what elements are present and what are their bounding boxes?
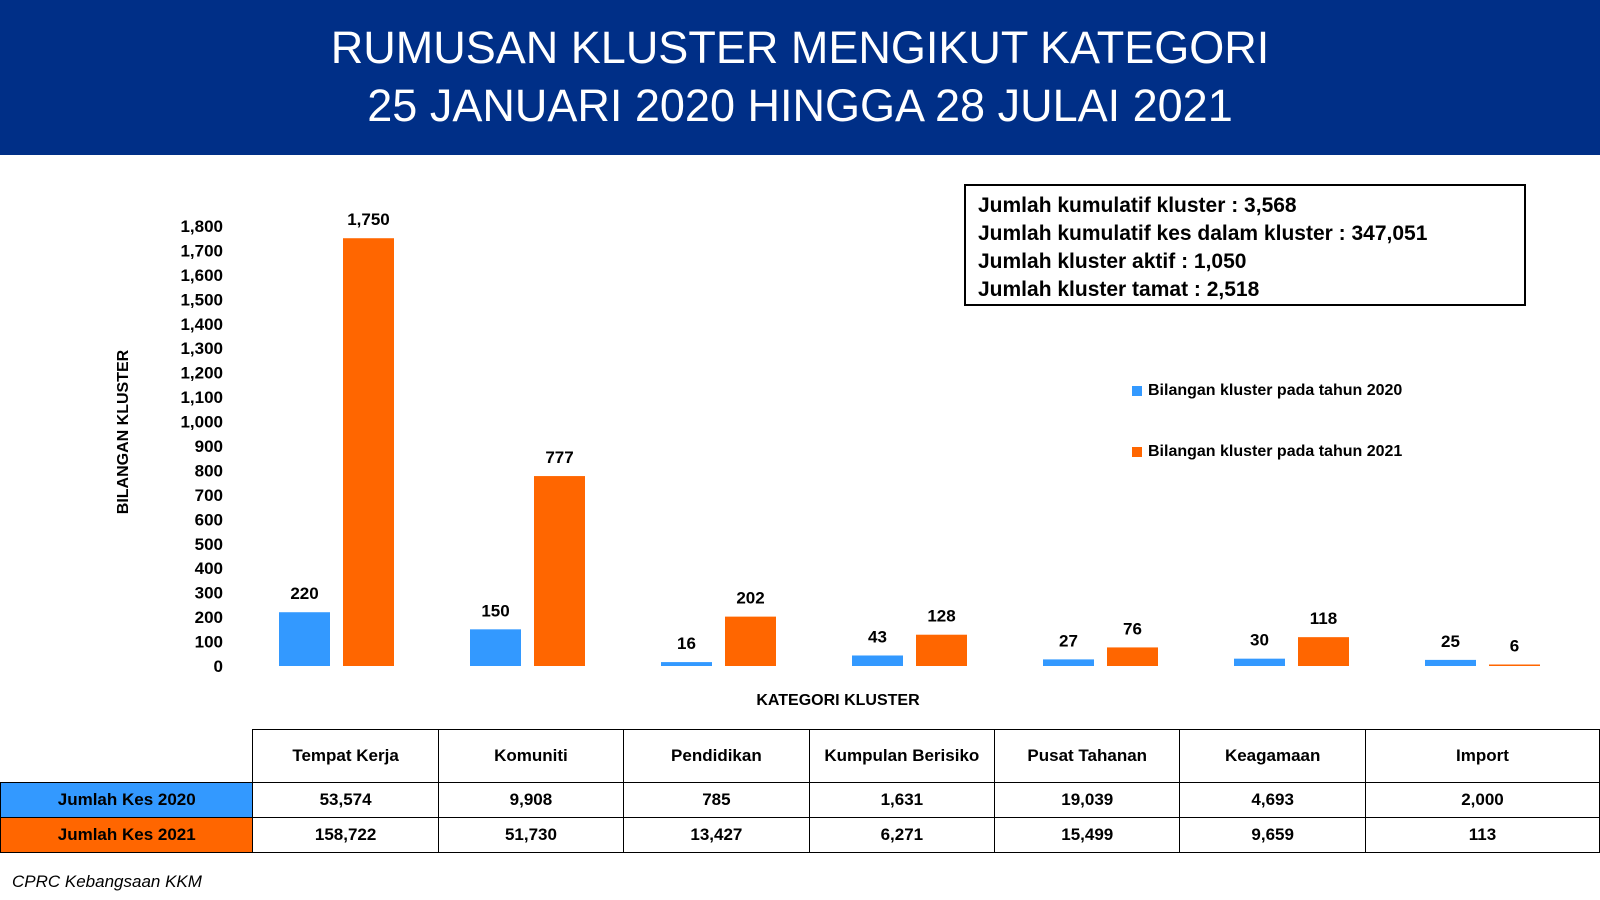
bar-data-label: 220 xyxy=(290,584,319,604)
table-cell: 19,039 xyxy=(995,783,1180,818)
bar-data-label: 76 xyxy=(1123,619,1142,639)
y-tick-label: 600 xyxy=(194,510,223,530)
bar-2021 xyxy=(916,635,967,666)
table-header-cell: Kumpulan Berisiko xyxy=(809,730,994,783)
table-row-label-2020: Jumlah Kes 2020 xyxy=(1,783,253,818)
table-header-cell: Pendidikan xyxy=(624,730,809,783)
table-cell: 15,499 xyxy=(995,818,1180,853)
bar-data-label: 43 xyxy=(868,627,887,647)
title-banner xyxy=(0,0,1600,155)
table-cell: 13,427 xyxy=(624,818,809,853)
bar-data-label: 118 xyxy=(1309,609,1338,629)
bar-data-label: 30 xyxy=(1250,630,1269,650)
y-tick-label: 800 xyxy=(194,461,223,481)
bar-2020 xyxy=(661,662,712,666)
table-cell: 6,271 xyxy=(809,818,994,853)
table-row-label-2021: Jumlah Kes 2021 xyxy=(1,818,253,853)
table-cell: 53,574 xyxy=(253,783,438,818)
y-tick-label: 1,500 xyxy=(180,290,223,310)
cases-table xyxy=(0,729,1600,853)
y-tick-label: 1,800 xyxy=(180,217,223,236)
table-row-2020 xyxy=(1,783,1600,818)
summary-line-total-clusters: Jumlah kumulatif kluster : 3,568 xyxy=(978,194,1297,217)
y-tick-label: 1,700 xyxy=(180,241,223,261)
table-header-cell: Pusat Tahanan xyxy=(995,730,1180,783)
bar-2020 xyxy=(852,655,903,666)
bar-data-label: 777 xyxy=(545,448,574,468)
y-tick-label: 1,600 xyxy=(180,265,223,285)
summary-line-ended-clusters: Jumlah kluster tamat : 2,518 xyxy=(978,278,1260,301)
bar-2021 xyxy=(1107,647,1158,666)
bar-data-label: 27 xyxy=(1059,631,1078,651)
x-axis-label: KATEGORI KLUSTER xyxy=(756,692,920,709)
y-tick-label: 300 xyxy=(194,583,223,603)
legend-swatch-2020 xyxy=(1132,386,1142,396)
y-tick-label: 1,300 xyxy=(180,339,223,359)
table-cell: 2,000 xyxy=(1365,783,1599,818)
table-cell: 9,659 xyxy=(1180,818,1366,853)
bar-2021 xyxy=(534,476,585,666)
table-cell: 785 xyxy=(624,783,809,818)
table-cell: 113 xyxy=(1365,818,1599,853)
y-tick-label: 1,200 xyxy=(180,363,223,383)
summary-box xyxy=(964,184,1526,306)
bar-2021 xyxy=(1298,637,1349,666)
table-header-cell: Keagamaan xyxy=(1180,730,1366,783)
y-tick-label: 200 xyxy=(194,608,223,628)
legend-item-2020 xyxy=(1132,382,1402,400)
y-tick-label: 100 xyxy=(194,632,223,652)
bar-data-label: 150 xyxy=(481,601,510,621)
y-tick-label: 700 xyxy=(194,485,223,505)
bar-data-label: 16 xyxy=(677,634,696,654)
title-line-1: RUMUSAN KLUSTER MENGIKUT KATEGORI xyxy=(330,22,1270,73)
y-tick-label: 1,400 xyxy=(180,314,223,334)
legend-label-2021: Bilangan kluster pada tahun 2021 xyxy=(1148,443,1403,460)
y-tick-label: 400 xyxy=(194,559,223,579)
table-header-cell: Komuniti xyxy=(438,730,623,783)
table-header-row xyxy=(1,730,1600,783)
y-tick-label: 1,000 xyxy=(180,412,223,432)
table-header-cell: Import xyxy=(1365,730,1599,783)
legend-label-2020: Bilangan kluster pada tahun 2020 xyxy=(1148,382,1403,399)
bar-data-label: 128 xyxy=(927,606,956,626)
y-tick-label: 1,100 xyxy=(180,388,223,408)
legend-swatch-2021 xyxy=(1132,447,1142,457)
bar-data-label: 6 xyxy=(1509,636,1520,656)
table-corner-cell xyxy=(1,730,253,783)
table-cell: 4,693 xyxy=(1180,783,1366,818)
table-cell: 9,908 xyxy=(438,783,623,818)
summary-line-active-clusters: Jumlah kluster aktif : 1,050 xyxy=(978,250,1247,273)
bar-data-label: 202 xyxy=(736,588,765,608)
bar-2020 xyxy=(1234,659,1285,666)
table-cell: 51,730 xyxy=(438,818,623,853)
bar-2021 xyxy=(725,617,776,666)
table-row-2021 xyxy=(1,818,1600,853)
summary-line-total-cases: Jumlah kumulatif kes dalam kluster : 347,051 xyxy=(978,222,1428,245)
bar-2020 xyxy=(1043,659,1094,666)
source-footer: CPRC Kebangsaan KKM xyxy=(12,872,202,891)
table-cell: 1,631 xyxy=(809,783,994,818)
bar-2020 xyxy=(1425,660,1476,666)
y-tick-label: 500 xyxy=(194,534,223,554)
title-line-2: 25 JANUARI 2020 HINGGA 28 JULAI 2021 xyxy=(367,80,1233,131)
legend-item-2021 xyxy=(1132,443,1402,461)
bar-2020 xyxy=(279,612,330,666)
bar-data-label: 25 xyxy=(1441,631,1460,651)
bar-2021 xyxy=(1489,665,1540,667)
table-cell: 158,722 xyxy=(253,818,438,853)
y-tick-label: 900 xyxy=(194,437,223,456)
bar-2020 xyxy=(470,629,521,666)
bar-2021 xyxy=(343,238,394,666)
y-axis-label: BILANGAN KLUSTER xyxy=(115,349,132,515)
table-header-cell: Tempat Kerja xyxy=(253,730,438,783)
bar-data-label: 1,750 xyxy=(347,210,390,230)
y-tick-label: 0 xyxy=(213,657,223,676)
